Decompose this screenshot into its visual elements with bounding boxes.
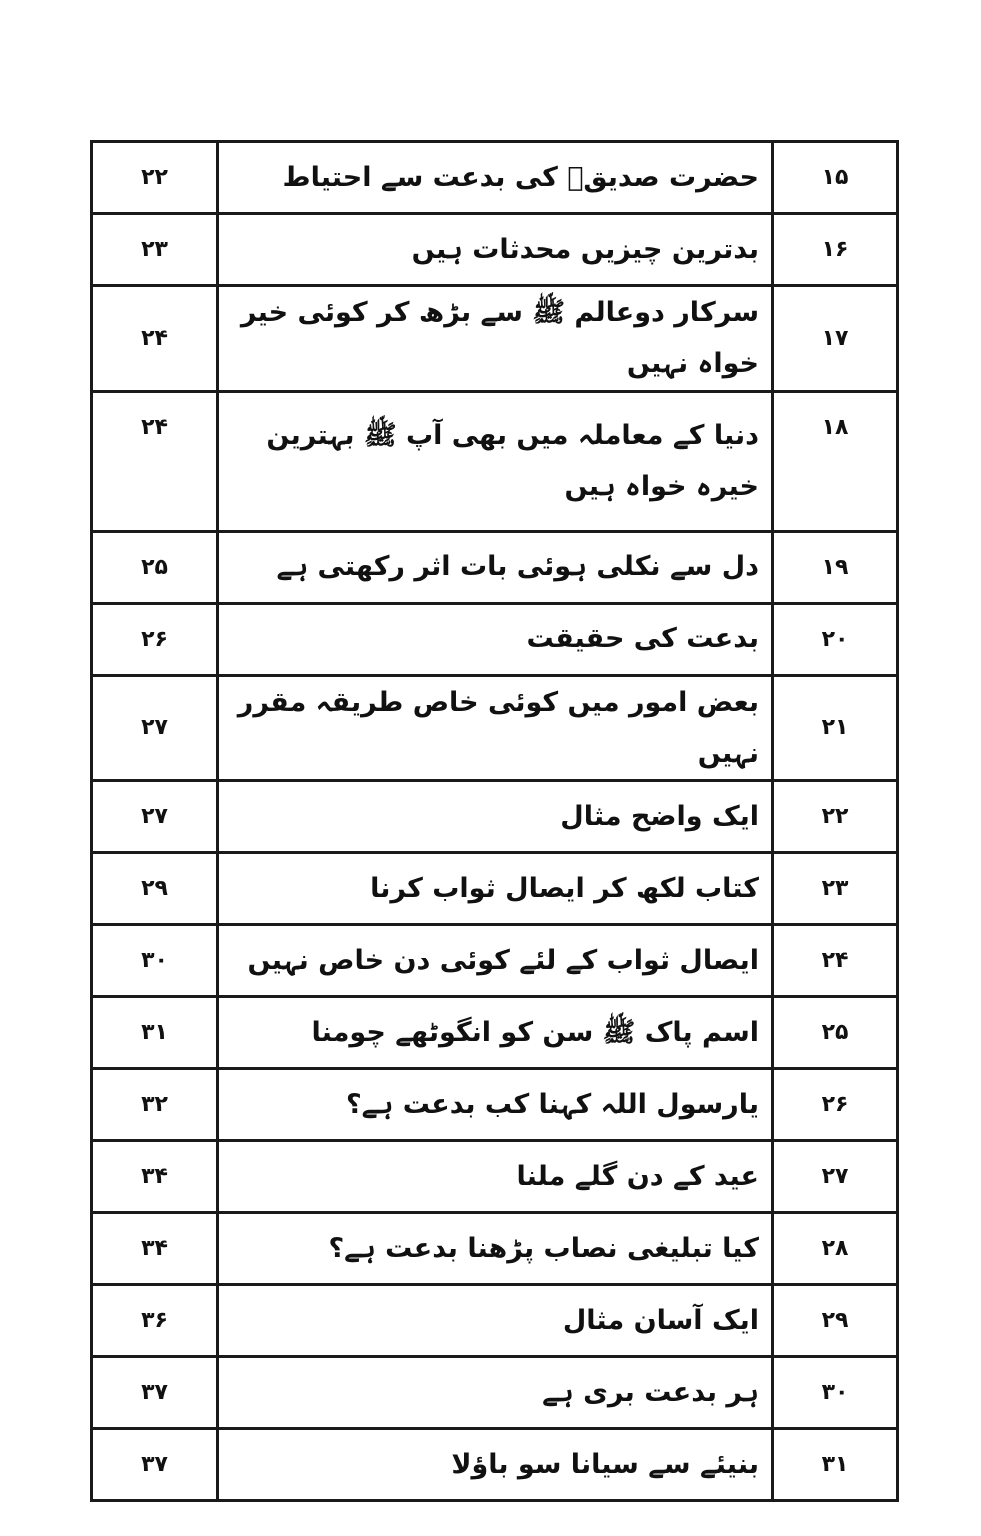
table-row: [92, 1357, 898, 1429]
table-row: [92, 214, 898, 286]
entry-number: ۱۸: [773, 391, 898, 531]
entry-title: ایک واضح مثال: [218, 781, 773, 853]
entry-title: سرکار دوعالم ﷺ سے بڑھ کر کوئی خیر خواہ نہیں: [218, 286, 773, 392]
entry-title: دل سے نکلی ہوئی بات اثر رکھتی ہے: [218, 531, 773, 603]
entry-number: ۲۵: [773, 997, 898, 1069]
page-number: ۲۷: [92, 781, 218, 853]
table-row: [92, 675, 898, 781]
entry-title: بنیئے سے سیانا سو باؤلا: [218, 1429, 773, 1501]
page-number: ۲۶: [92, 603, 218, 675]
page-number: ۳۱: [92, 997, 218, 1069]
entry-title: حضرت صدیقؓ کی بدعت سے احتیاط: [218, 142, 773, 214]
entry-number: ۲۶: [773, 1069, 898, 1141]
table-row: [92, 531, 898, 603]
entry-title: بدعت کی حقیقت: [218, 603, 773, 675]
entry-title: بدترین چیزیں محدثات ہیں: [218, 214, 773, 286]
page-number: ۲۳: [92, 214, 218, 286]
entry-title: ایک آسان مثال: [218, 1285, 773, 1357]
table-row: [92, 286, 898, 392]
entry-number: ۱۶: [773, 214, 898, 286]
entry-number: ۱۹: [773, 531, 898, 603]
page-number: ۲۹: [92, 853, 218, 925]
page-number: ۲۲: [92, 142, 218, 214]
table-row: [92, 1213, 898, 1285]
table-row: [92, 925, 898, 997]
page-number: ۳۷: [92, 1357, 218, 1429]
entry-number: ۱۵: [773, 142, 898, 214]
page-number: ۳۴: [92, 1141, 218, 1213]
entry-title: کیا تبلیغی نصاب پڑھنا بدعت ہے؟: [218, 1213, 773, 1285]
table-row: [92, 1285, 898, 1357]
page-number: ۳۷: [92, 1429, 218, 1501]
entry-title: یارسول اللہ کہنا کب بدعت ہے؟: [218, 1069, 773, 1141]
entry-number: ۲۰: [773, 603, 898, 675]
page-number: ۳۲: [92, 1069, 218, 1141]
entry-number: ۳۱: [773, 1429, 898, 1501]
entry-title: اسم پاک ﷺ سن کو انگوٹھے چومنا: [218, 997, 773, 1069]
page-number: ۲۷: [92, 675, 218, 781]
entry-title: عید کے دن گلے ملنا: [218, 1141, 773, 1213]
entry-number: ۲۸: [773, 1213, 898, 1285]
table-row: [92, 853, 898, 925]
entry-number: ۲۱: [773, 675, 898, 781]
page-number: ۲۴: [92, 391, 218, 531]
page-number: ۳۶: [92, 1285, 218, 1357]
table-of-contents: [90, 140, 899, 1502]
table-row: [92, 1141, 898, 1213]
page-number: ۳۴: [92, 1213, 218, 1285]
entry-title: ایصال ثواب کے لئے کوئی دن خاص نہیں: [218, 925, 773, 997]
table-row: [92, 1069, 898, 1141]
table-row: [92, 781, 898, 853]
table-row: [92, 997, 898, 1069]
entry-number: ۲۴: [773, 925, 898, 997]
page-number: ۲۴: [92, 286, 218, 392]
entry-title: کتاب لکھ کر ایصال ثواب کرنا: [218, 853, 773, 925]
entry-number: ۲۲: [773, 781, 898, 853]
entry-number: ۱۷: [773, 286, 898, 392]
page-number: ۲۵: [92, 531, 218, 603]
entry-number: ۲۳: [773, 853, 898, 925]
entry-title: بعض امور میں کوئی خاص طریقہ مقرر نہیں: [218, 675, 773, 781]
table-row: [92, 142, 898, 214]
page-number: ۳۰: [92, 925, 218, 997]
entry-number: ۲۹: [773, 1285, 898, 1357]
table-row: [92, 1429, 898, 1501]
entry-title: ہر بدعت بری ہے: [218, 1357, 773, 1429]
entry-number: ۲۷: [773, 1141, 898, 1213]
entry-title: دنیا کے معاملہ میں بھی آپ ﷺ بہترین خیرہ خواہ ہیں: [218, 391, 773, 531]
table-row: [92, 391, 898, 531]
entry-number: ۳۰: [773, 1357, 898, 1429]
table-row: [92, 603, 898, 675]
